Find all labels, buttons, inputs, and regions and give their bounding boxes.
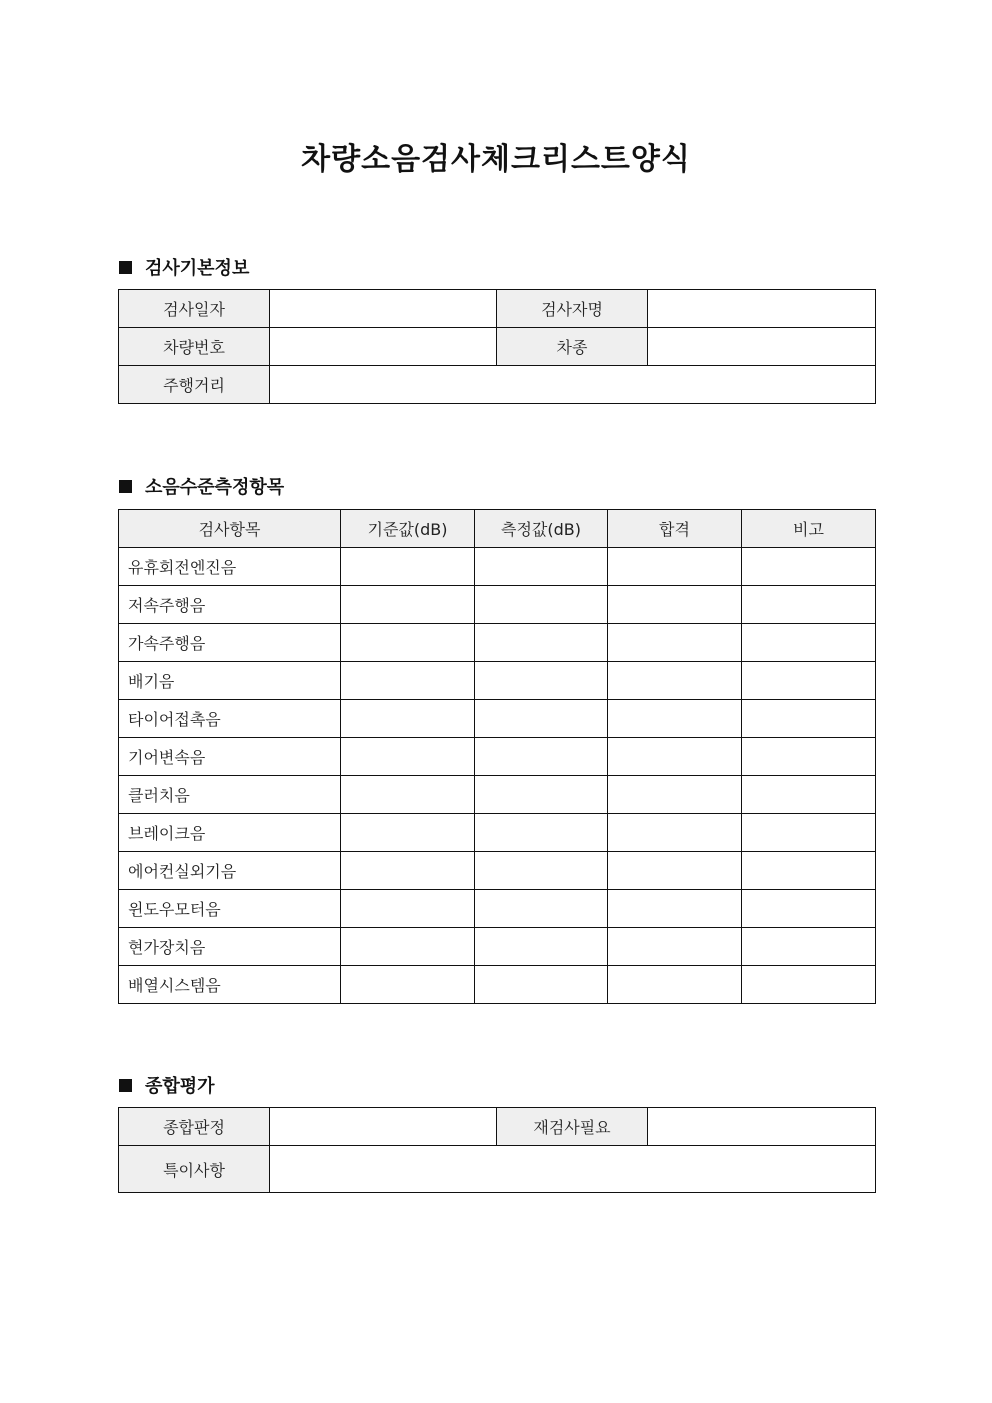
pass-field[interactable] xyxy=(608,776,742,814)
section-heading-label: 종합평가 xyxy=(145,1076,215,1097)
note-field[interactable] xyxy=(742,662,876,700)
overall-judgment-label: 종합판정 xyxy=(119,1108,270,1146)
table-row xyxy=(119,928,876,966)
pass-field[interactable] xyxy=(608,852,742,890)
table-row xyxy=(119,328,876,366)
pass-field[interactable] xyxy=(608,928,742,966)
measured-value-field[interactable] xyxy=(475,966,608,1004)
table-row xyxy=(119,814,876,852)
measured-value-field[interactable] xyxy=(475,700,608,738)
remarks-label: 특이사항 xyxy=(119,1146,270,1193)
table-row xyxy=(119,890,876,928)
table-header-row xyxy=(119,510,876,548)
table-row xyxy=(119,662,876,700)
reinspection-needed-field[interactable] xyxy=(648,1108,876,1146)
pass-field[interactable] xyxy=(608,548,742,586)
inspector-name-label: 검사자명 xyxy=(497,290,648,328)
basic-info-table xyxy=(118,289,876,404)
note-field[interactable] xyxy=(742,586,876,624)
inspection-date-field[interactable] xyxy=(270,290,497,328)
table-row xyxy=(119,852,876,890)
table-row xyxy=(119,1146,876,1193)
standard-value-field[interactable] xyxy=(341,548,475,586)
table-row xyxy=(119,1108,876,1146)
item-name: 클러치음 xyxy=(119,776,341,814)
note-field[interactable] xyxy=(742,738,876,776)
pass-field[interactable] xyxy=(608,890,742,928)
pass-field[interactable] xyxy=(608,700,742,738)
reinspection-needed-label: 재검사필요 xyxy=(497,1108,648,1146)
measured-value-field[interactable] xyxy=(475,776,608,814)
column-header-item: 검사항목 xyxy=(119,510,341,548)
pass-field[interactable] xyxy=(608,966,742,1004)
overall-judgment-field[interactable] xyxy=(270,1108,497,1146)
item-name: 기어변속음 xyxy=(119,738,341,776)
standard-value-field[interactable] xyxy=(341,776,475,814)
section-heading-summary xyxy=(119,1072,215,1098)
item-name: 윈도우모터음 xyxy=(119,890,341,928)
standard-value-field[interactable] xyxy=(341,890,475,928)
item-name: 배열시스템음 xyxy=(119,966,341,1004)
table-row xyxy=(119,624,876,662)
mileage-field[interactable] xyxy=(270,366,876,404)
item-name: 브레이크음 xyxy=(119,814,341,852)
column-header-standard: 기준값(dB) xyxy=(341,510,475,548)
measured-value-field[interactable] xyxy=(475,624,608,662)
vehicle-type-label: 차종 xyxy=(497,328,648,366)
note-field[interactable] xyxy=(742,928,876,966)
measured-value-field[interactable] xyxy=(475,548,608,586)
pass-field[interactable] xyxy=(608,624,742,662)
document-title: 차량소음검사체크리스트양식 xyxy=(301,142,691,177)
table-row xyxy=(119,366,876,404)
vehicle-number-field[interactable] xyxy=(270,328,497,366)
note-field[interactable] xyxy=(742,890,876,928)
table-row xyxy=(119,548,876,586)
pass-field[interactable] xyxy=(608,662,742,700)
measured-value-field[interactable] xyxy=(475,662,608,700)
measured-value-field[interactable] xyxy=(475,738,608,776)
vehicle-number-label: 차량번호 xyxy=(119,328,270,366)
note-field[interactable] xyxy=(742,700,876,738)
standard-value-field[interactable] xyxy=(341,700,475,738)
standard-value-field[interactable] xyxy=(341,624,475,662)
standard-value-field[interactable] xyxy=(341,928,475,966)
summary-table xyxy=(118,1107,876,1193)
standard-value-field[interactable] xyxy=(341,966,475,1004)
inspector-name-field[interactable] xyxy=(648,290,876,328)
item-name: 현가장치음 xyxy=(119,928,341,966)
note-field[interactable] xyxy=(742,966,876,1004)
noise-measurement-table xyxy=(118,509,876,1004)
section-heading-noise-items xyxy=(119,473,284,499)
pass-field[interactable] xyxy=(608,738,742,776)
measured-value-field[interactable] xyxy=(475,928,608,966)
pass-field[interactable] xyxy=(608,814,742,852)
remarks-field[interactable] xyxy=(270,1146,876,1193)
mileage-label: 주행거리 xyxy=(119,366,270,404)
item-name: 유휴회전엔진음 xyxy=(119,548,341,586)
square-bullet-icon xyxy=(119,1079,132,1092)
square-bullet-icon xyxy=(119,480,132,493)
table-row xyxy=(119,776,876,814)
vehicle-type-field[interactable] xyxy=(648,328,876,366)
item-name: 가속주행음 xyxy=(119,624,341,662)
table-row xyxy=(119,700,876,738)
standard-value-field[interactable] xyxy=(341,738,475,776)
measured-value-field[interactable] xyxy=(475,890,608,928)
item-name: 저속주행음 xyxy=(119,586,341,624)
table-row xyxy=(119,738,876,776)
standard-value-field[interactable] xyxy=(341,662,475,700)
standard-value-field[interactable] xyxy=(341,586,475,624)
item-name: 타이어접촉음 xyxy=(119,700,341,738)
inspection-date-label: 검사일자 xyxy=(119,290,270,328)
measured-value-field[interactable] xyxy=(475,852,608,890)
column-header-note: 비고 xyxy=(742,510,876,548)
item-name: 배기음 xyxy=(119,662,341,700)
section-heading-basic-info xyxy=(119,254,249,280)
column-header-measured: 측정값(dB) xyxy=(475,510,608,548)
section-heading-label: 검사기본정보 xyxy=(145,258,250,279)
standard-value-field[interactable] xyxy=(341,814,475,852)
note-field[interactable] xyxy=(742,624,876,662)
standard-value-field[interactable] xyxy=(341,852,475,890)
note-field[interactable] xyxy=(742,852,876,890)
note-field[interactable] xyxy=(742,814,876,852)
note-field[interactable] xyxy=(742,776,876,814)
note-field[interactable] xyxy=(742,548,876,586)
measured-value-field[interactable] xyxy=(475,814,608,852)
table-row xyxy=(119,586,876,624)
measured-value-field[interactable] xyxy=(475,586,608,624)
item-name: 에어컨실외기음 xyxy=(119,852,341,890)
table-row xyxy=(119,290,876,328)
section-heading-label: 소음수준측정항목 xyxy=(145,477,285,498)
pass-field[interactable] xyxy=(608,586,742,624)
column-header-pass: 합격 xyxy=(608,510,742,548)
table-row xyxy=(119,966,876,1004)
square-bullet-icon xyxy=(119,261,132,274)
